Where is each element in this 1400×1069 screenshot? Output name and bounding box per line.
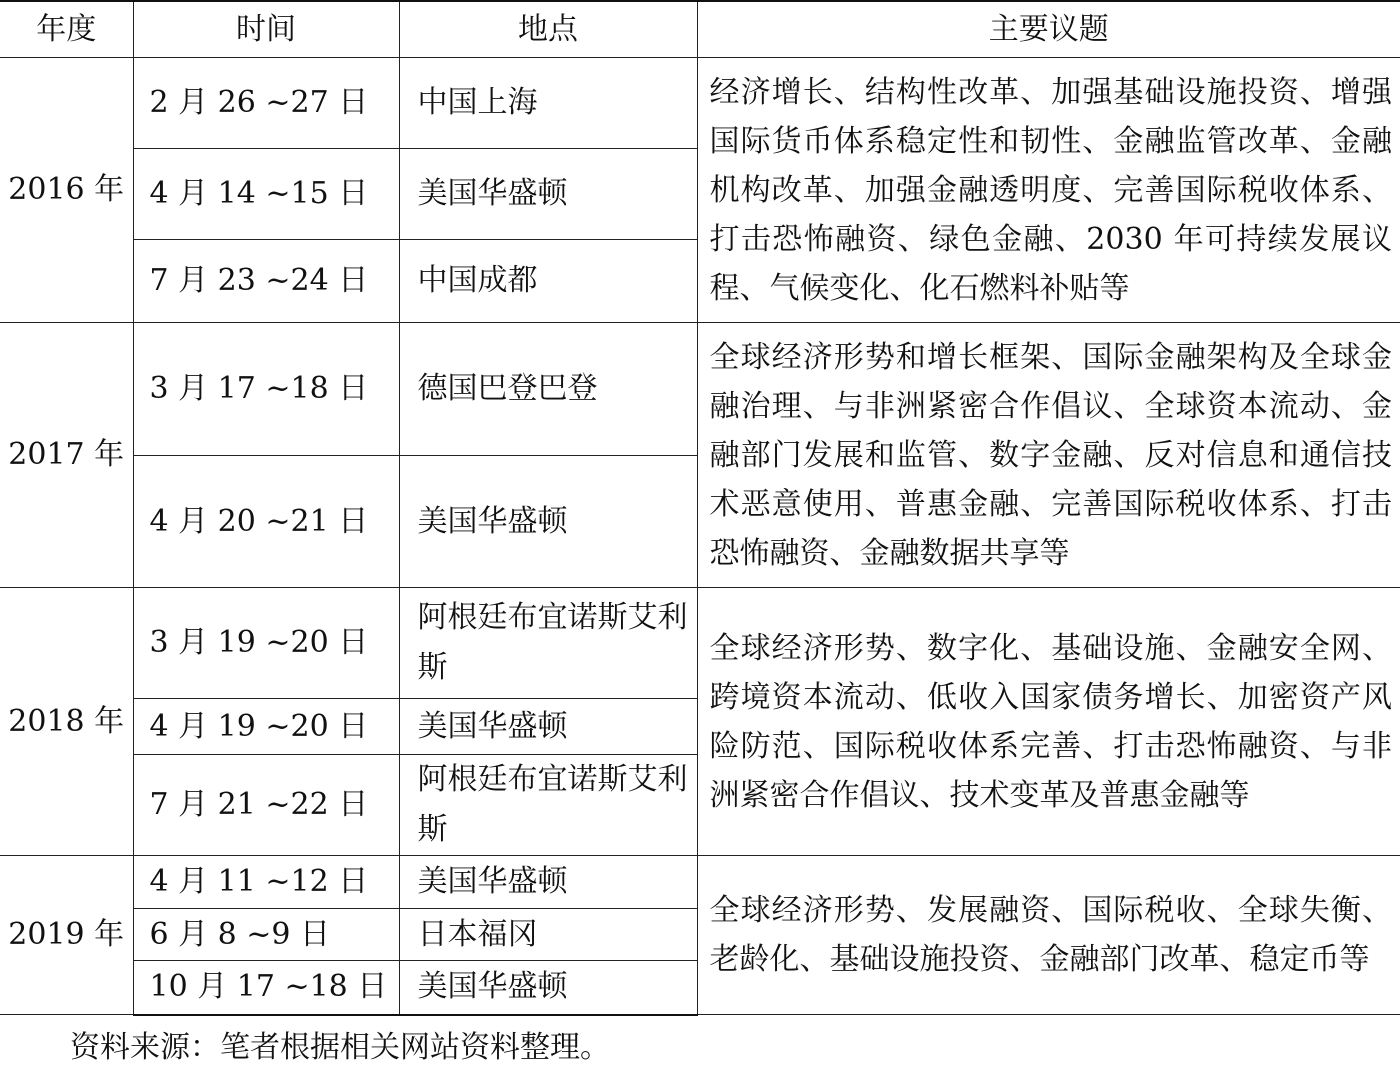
- place-cell: 美国华盛顿: [399, 699, 697, 755]
- date-cell: 7 月 21 ~22 日: [133, 755, 399, 856]
- source-note: 资料来源：笔者根据相关网站资料整理。: [70, 1030, 610, 1065]
- header-topics: 主要议题: [697, 1, 1400, 58]
- year-cell-2018: 2018 年: [0, 588, 133, 856]
- date-cell: 4 月 19 ~20 日: [133, 699, 399, 755]
- date-cell: 4 月 20 ~21 日: [133, 456, 399, 588]
- topics-cell-2017: 全球经济形势和增长框架、国际金融架构及全球金融治理、与非洲紧密合作倡议、全球资本流动、金融部门发展和监管、数字金融、反对信息和通信技术恶意使用、普惠金融、完善国际税收体系、打击恐怖融资、金融数据共享等: [697, 323, 1400, 588]
- table-row: [0, 58, 1400, 149]
- place-cell: 日本福冈: [399, 909, 697, 961]
- header-location: 地点: [399, 1, 697, 58]
- year-cell-2017: 2017 年: [0, 323, 133, 588]
- place-cell: 美国华盛顿: [399, 856, 697, 909]
- date-cell: 10 月 17 ~18 日: [133, 961, 399, 1015]
- date-cell: 6 月 8 ~9 日: [133, 909, 399, 961]
- table-row: [0, 323, 1400, 456]
- header-time: 时间: [133, 1, 399, 58]
- year-cell-2019: 2019 年: [0, 856, 133, 1015]
- place-cell: 美国华盛顿: [399, 149, 697, 240]
- year-cell-2016: 2016 年: [0, 58, 133, 323]
- place-cell: 中国成都: [399, 240, 697, 323]
- topics-cell-2016: 经济增长、结构性改革、加强基础设施投资、增强国际货币体系稳定性和韧性、金融监管改革、金融机构改革、加强金融透明度、完善国际税收体系、打击恐怖融资、绿色金融、2030 年可持续发展议程、气候变化、化石燃料补贴等: [697, 58, 1400, 323]
- date-cell: 3 月 19 ~20 日: [133, 588, 399, 699]
- place-cell: 中国上海: [399, 58, 697, 149]
- date-cell: 4 月 14 ~15 日: [133, 149, 399, 240]
- table-row: [0, 588, 1400, 699]
- date-cell: 3 月 17 ~18 日: [133, 323, 399, 456]
- date-cell: 4 月 11 ~12 日: [133, 856, 399, 909]
- place-cell: 阿根廷布宜诺斯艾利斯: [399, 588, 697, 699]
- table-header-row: [0, 1, 1400, 58]
- topics-cell-2018: 全球经济形势、数字化、基础设施、金融安全网、跨境资本流动、低收入国家债务增长、加密资产风险防范、国际税收体系完善、打击恐怖融资、与非洲紧密合作倡议、技术变革及普惠金融等: [697, 588, 1400, 856]
- table-row: [0, 856, 1400, 909]
- date-cell: 2 月 26 ~27 日: [133, 58, 399, 149]
- topics-cell-2019: 全球经济形势、发展融资、国际税收、全球失衡、老龄化、基础设施投资、金融部门改革、稳定币等: [697, 856, 1400, 1015]
- place-cell: 美国华盛顿: [399, 961, 697, 1015]
- date-cell: 7 月 23 ~24 日: [133, 240, 399, 323]
- place-cell: 德国巴登巴登: [399, 323, 697, 456]
- place-cell: 阿根廷布宜诺斯艾利斯: [399, 755, 697, 856]
- place-cell: 美国华盛顿: [399, 456, 697, 588]
- header-year: 年度: [0, 1, 133, 58]
